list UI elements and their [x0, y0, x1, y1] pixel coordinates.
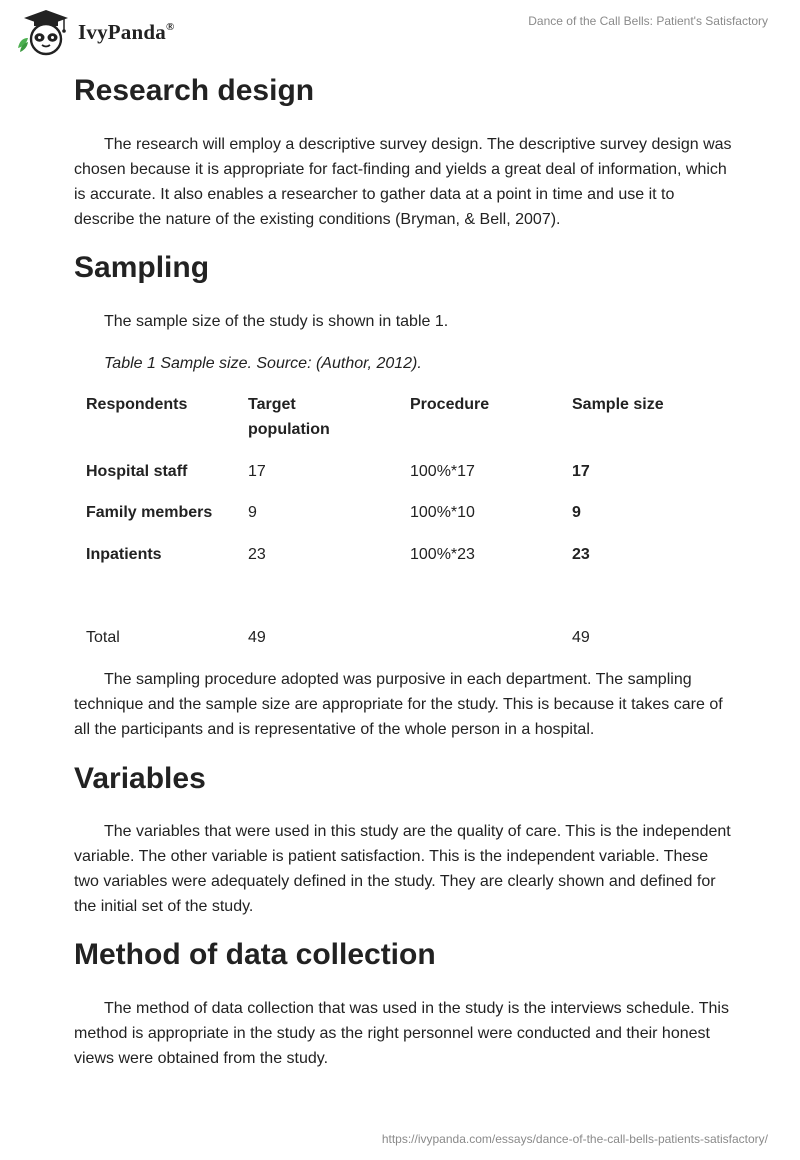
table-cell-sample: 23 [572, 546, 590, 563]
table-cell-total-sample: 49 [572, 629, 590, 646]
table-cell-target: 17 [248, 463, 266, 480]
table-header-cell: Respondents [86, 396, 188, 413]
paragraph-method: The method of data collection that was used in the study is the interviews schedule. This method is appropriate in the study as the right personnel were conducted and their honest views were obtained from the study. [74, 1000, 729, 1067]
paragraph-sampling-intro: The sample size of the study is shown in table 1. [104, 313, 449, 330]
paragraph-research-design: The research will employ a descriptive survey design. The descriptive survey design was chosen because it is appropriate for fact-finding and yields a great deal of information, which is accurate. It also enables a researcher to gather data at a point in time and use it to describe the nature of the existing conditions (Bryman, & Bell, 2007). [74, 136, 732, 228]
paragraph-sampling-procedure: The sampling procedure adopted was purposive in each department. The sampling technique and the sample size are appropriate for the study. This is because it takes care of all the participants and is representative of the whole person in a hospital. [74, 671, 723, 738]
table-caption: Table 1 Sample size. Source: (Author, 2012). [104, 355, 422, 372]
table-cell-respondent: Family members [86, 504, 213, 521]
paragraph-variables: The variables that were used in this study are the quality of care. This is the independent variable. The other variable is patient satisfaction. This is the independent variable. These two variables were adequately defined in the study. They are clearly shown and defined for the initial set of the study. [74, 823, 731, 915]
table-cell-target: 9 [248, 504, 257, 521]
heading-sampling: Sampling [74, 251, 210, 284]
heading-research-design: Research design [74, 74, 315, 107]
document-title: Dance of the Call Bells: Patient's Satisfactory [528, 14, 768, 28]
heading-variables: Variables [74, 762, 206, 795]
table-cell-respondent: Inpatients [86, 546, 162, 563]
table-cell-total-label: Total [86, 629, 120, 646]
table-header-cell: Procedure [410, 396, 490, 413]
source-url[interactable]: https://ivypanda.com/essays/dance-of-the-call-bells-patients-satisfactory/ [381, 1132, 768, 1146]
table-cell-sample: 17 [572, 463, 590, 480]
table-cell-respondent: Hospital staff [86, 463, 188, 480]
panda-graduate-icon [14, 8, 76, 56]
heading-method-of-data-collection: Method of data collection [74, 938, 436, 971]
table-header-cell: Sample size [572, 396, 664, 413]
table-cell-procedure: 100%*10 [410, 504, 475, 521]
table-cell-total-target: 49 [248, 629, 266, 646]
table-cell-sample: 9 [572, 504, 581, 521]
table-header-cell: Target population [248, 396, 330, 438]
ivypanda-logo[interactable] [14, 8, 186, 56]
table-cell-procedure: 100%*23 [410, 546, 475, 563]
page-header [0, 0, 800, 64]
table-cell-target: 23 [248, 546, 266, 563]
brand-name: IvyPanda® [78, 19, 175, 44]
table-cell-procedure: 100%*17 [410, 463, 475, 480]
